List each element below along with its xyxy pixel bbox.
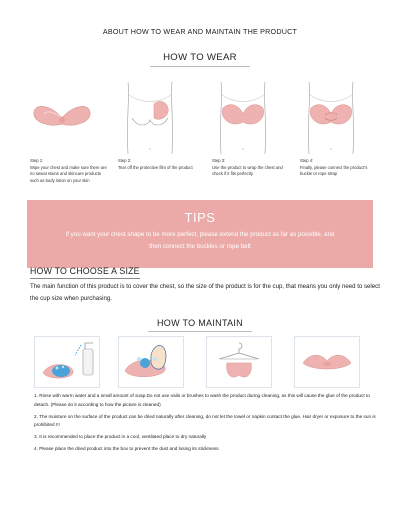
heading-divider bbox=[150, 66, 250, 67]
lips-product-icon bbox=[294, 336, 360, 388]
care-item-4: 4. Please place the dried product into the box to prevent the dust and losing its stickiness. bbox=[34, 446, 220, 452]
step-number: Step 2: bbox=[118, 158, 132, 163]
torso-tie-icon bbox=[295, 78, 367, 154]
step-1-caption bbox=[30, 158, 108, 184]
step-4-caption bbox=[300, 158, 378, 178]
step-number: Step 4: bbox=[300, 158, 314, 163]
wash-hands-icon bbox=[118, 336, 184, 388]
step-2-caption bbox=[118, 158, 196, 171]
how-to-wear-heading: HOW TO WEAR bbox=[163, 52, 237, 63]
step-text: Tear off the protective film of the product bbox=[118, 164, 193, 170]
choose-size-body: The main function of this product is to cover the chest, so the size of the product is for the cup, that means you only need to select the cup size when purchasing. bbox=[30, 283, 380, 302]
step-number: Step 1: bbox=[30, 158, 44, 163]
step-text: Finally, please connect the product's buckle or rope strap bbox=[300, 164, 368, 177]
step-text: Wipe your chest and make sure there are no sweat stains and skincare products such as body lotion on your skin bbox=[30, 164, 107, 183]
step-3-caption bbox=[212, 158, 290, 178]
care-item-3: 3. It is recommended to place the product in a cool, ventilated place to dry naturally bbox=[34, 434, 207, 440]
tips-body: If you want your chest shape to be more perfect, please extend the product as far as possible, and then connect the buckles or rope belt bbox=[65, 231, 335, 250]
step-number: Step 3: bbox=[212, 158, 226, 163]
care-instructions bbox=[34, 392, 384, 457]
hanger-icon bbox=[206, 336, 272, 388]
soap-bottle-icon bbox=[34, 336, 100, 388]
torso-wrap-icon bbox=[207, 78, 279, 154]
heading-divider bbox=[148, 331, 252, 332]
step-text: Use the product to wrap the chest and check if it fits perfectly bbox=[212, 164, 283, 177]
care-item-1: 1. Rinse with warm water and a small amount of soap.Do not use nails or brushes to wash the product during cleaning, as this will cause the glue of the product to detach. (Please do it according to how the picture is cleaned) bbox=[34, 393, 370, 407]
tips-title: TIPS bbox=[184, 210, 216, 225]
torso-film-icon bbox=[114, 78, 186, 154]
heading-underline bbox=[30, 278, 140, 279]
how-to-maintain-heading: HOW TO MAINTAIN bbox=[156, 318, 243, 328]
care-item-2: 2. The moisture on the surface of the product can be dried naturally after cleaning, do not let the towel or napkin contact the glue. Hair dryer or exposure to the sun is prohibited !!! bbox=[34, 413, 376, 428]
product-icon bbox=[26, 78, 98, 154]
choose-size-heading: HOW TO CHOOSE A SIZE bbox=[30, 266, 140, 276]
page-title: ABOUT HOW TO WEAR AND MAINTAIN THE PRODUCT bbox=[102, 27, 298, 36]
